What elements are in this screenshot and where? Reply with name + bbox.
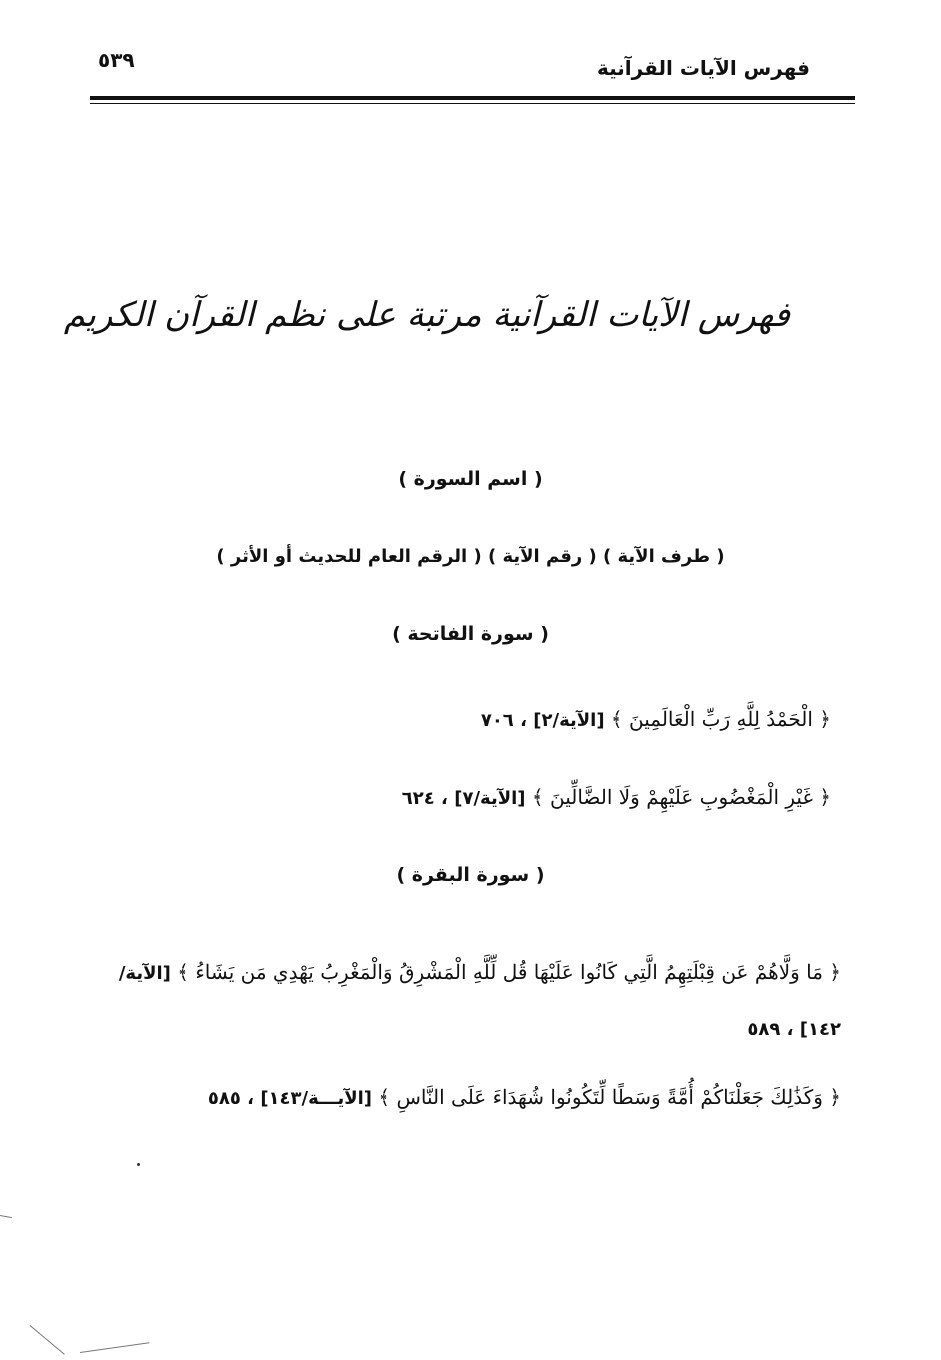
scan-mark (30, 1325, 65, 1355)
record-numbers: ، ٥٨٥ (207, 1088, 254, 1109)
verse-entry (101, 1070, 841, 1126)
header-rule-thick (90, 96, 855, 100)
record-numbers: ، ٦٢٤ (401, 788, 448, 809)
verse-ref: [الآية/٧] (454, 788, 526, 809)
verse-entry (481, 707, 831, 731)
verse-ref: [الآية/١٤٢] (118, 963, 841, 1040)
running-title: فهرس الآيات القرآنية (597, 56, 810, 80)
verse-text: ﴿ الْحَمْدُ لِلَّهِ رَبِّ الْعَالَمِينَ ﴾ (610, 707, 831, 731)
page-header (90, 40, 855, 110)
verse-text: ﴿ غَيْرِ الْمَغْضُوبِ عَلَيْهِمْ وَلَا الضَّالِّينَ ﴾ (531, 785, 831, 809)
record-numbers: ، ٧٠٦ (480, 710, 527, 731)
verse-entry (402, 785, 831, 809)
verse-text: ﴿ وَكَذَٰلِكَ جَعَلْنَاكُمْ أُمَّةً وَسَطًا لِّتَكُونُوا شُهَدَاءَ عَلَى النَّاسِ ﴾ (378, 1085, 841, 1109)
scan-mark (0, 1215, 12, 1218)
verse-ref: [الآيـــة/١٤٣] (260, 1088, 373, 1109)
record-numbers: ، ٥٨٩ (747, 1019, 794, 1040)
surah-heading-baqara: ( سورة البقرة ) (396, 864, 545, 886)
scan-speck (137, 1163, 140, 1166)
page-number: ٥٣٩ (98, 48, 135, 72)
surah-heading-fatiha: ( سورة الفاتحة ) (392, 623, 549, 645)
verse-entry (101, 945, 841, 1057)
header-rule-thin (90, 103, 855, 104)
verse-text: ﴿ مَا وَلَّاهُمْ عَن قِبْلَتِهِمُ الَّتِي كَانُوا عَلَيْهَا قُل لِّلَّهِ الْمَشْرِقُ وَالْمَغْرِبُ يَهْدِي مَن يَشَاءُ ﴾ (177, 960, 841, 984)
index-main-title: فهرس الآيات القرآنية مرتبة على نظم القرآن الكريم (63, 295, 790, 335)
verse-ref: [الآية/٢] (533, 710, 605, 731)
surah-name-legend: ( اسم السورة ) (398, 468, 543, 490)
scan-mark (80, 1342, 149, 1353)
columns-legend: ( طرف الآية ) ( رقم الآية ) ( الرقم العام للحديث أو الأثر ) (216, 546, 725, 567)
